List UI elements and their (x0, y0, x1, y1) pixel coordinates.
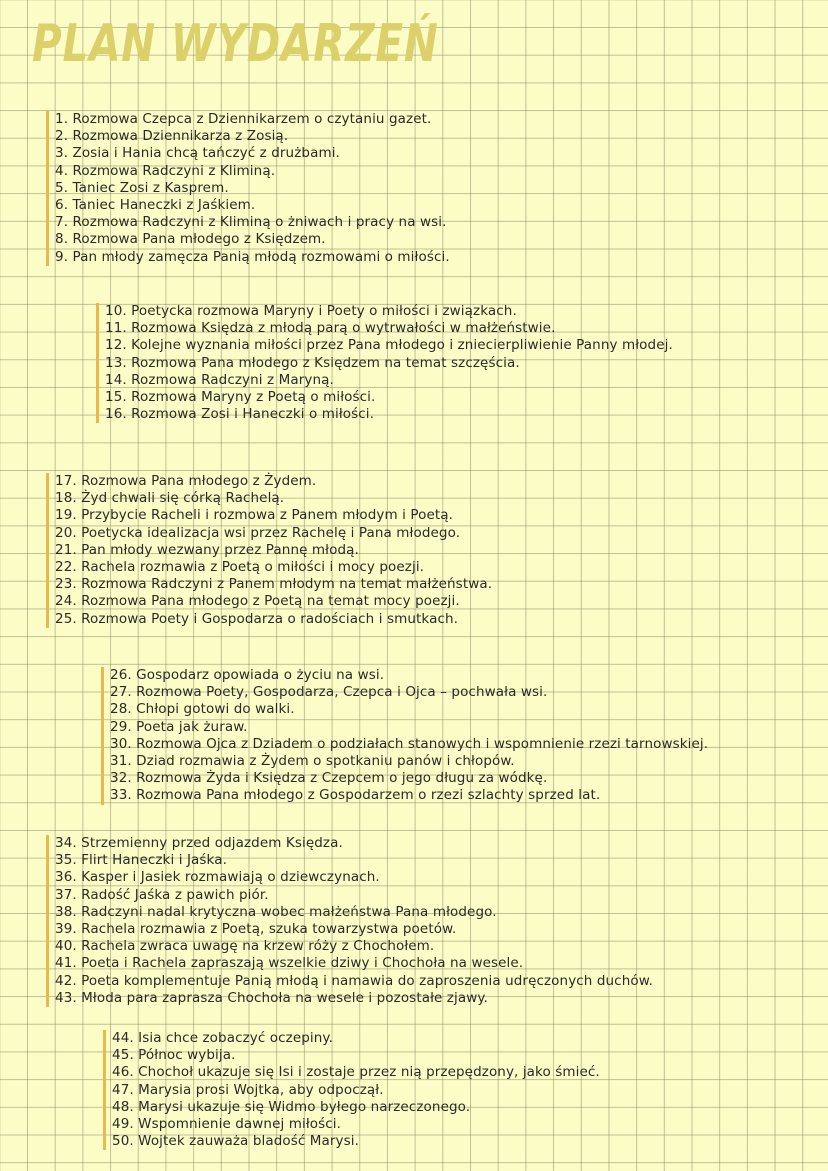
list-item: 42. Poeta komplementuje Panią młodą i namawia do zaproszenia udręczonych duchów. (55, 972, 654, 989)
list-item: 20. Poetycka idealizacja wsi przez Rachelę i Pana młodego. (55, 524, 461, 541)
list-item: 32. Rozmowa Żyda i Księdza z Czepcem o jego długu za wódkę. (110, 770, 548, 787)
list-item: 11. Rozmowa Księdza z młodą parą o wytrwałości w małżeństwie. (105, 320, 556, 337)
list-item: 37. Radość Jaśka z pawich piór. (55, 886, 269, 903)
list-item: 29. Poeta jak żuraw. (110, 718, 248, 735)
list-item: 41. Poeta i Rachela zapraszają wszelkie dziwy i Chochoła na wesele. (55, 955, 524, 972)
list-item: 5. Taniec Zosi z Kasprem. (55, 179, 229, 196)
list-item: 16. Rozmowa Zosi i Haneczki o miłości. (105, 406, 375, 423)
events-section-3 (46, 473, 492, 628)
page-title: PLAN WYDARZEŃ (32, 14, 439, 74)
list-item: 18. Żyd chwali się córką Rachelą. (55, 490, 285, 507)
list-item: 1. Rozmowa Czepca z Dziennikarzem o czytaniu gazet. (55, 111, 432, 127)
list-item: 39. Rachela rozmawia z Poetą, szuka towarzystwa poetów. (55, 921, 457, 938)
list-item: 21. Pan młody wezwany przez Pannę młodą. (55, 541, 359, 558)
list-item: 40. Rachela zwraca uwagę na krzew róży z Chochołem. (55, 938, 435, 955)
events-section-2 (96, 303, 673, 423)
list-item: 27. Rozmowa Poety, Gospodarza, Czepca i Ojca – pochwała wsi. (110, 684, 548, 701)
list-item: 26. Gospodarz opowiada o życiu na wsi. (110, 667, 385, 683)
list-item: 23. Rozmowa Radczyni z Panem młodym na temat małżeństwa. (55, 576, 493, 593)
list-item: 2. Rozmowa Dziennikarza z Zosią. (55, 128, 289, 145)
list-item: 10. Poetycka rozmowa Maryny i Poety o miłości i związkach. (105, 303, 517, 319)
list-item: 15. Rozmowa Maryny z Poetą o miłości. (105, 389, 376, 406)
list-item: 47. Marysia prosi Wojtka, aby odpoczął. (112, 1081, 384, 1098)
events-section-1 (46, 111, 450, 266)
list-item: 9. Pan młody zamęcza Panią młodą rozmowami o miłości. (55, 248, 450, 265)
list-item: 13. Rozmowa Pana młodego z Księdzem na temat szczęścia. (105, 354, 520, 371)
list-item: 12. Kolejne wyznania miłości przez Pana młodego i zniecierpliwienie Panny młodej. (105, 337, 673, 354)
list-item: 14. Rozmowa Radczyni z Maryną. (105, 371, 334, 388)
list-item: 43. Młoda para zaprasza Chochoła na wesele i pozostałe zjawy. (55, 989, 488, 1006)
list-item: 49. Wspomnienie dawnej miłości. (112, 1116, 342, 1133)
list-item: 7. Rozmowa Radczyni z Kliminą o żniwach i pracy na wsi. (55, 214, 447, 231)
list-item: 4. Rozmowa Radczyni z Kliminą. (55, 162, 276, 179)
events-section-4 (101, 667, 708, 805)
list-item: 34. Strzemienny przed odjazdem Księdza. (55, 835, 343, 851)
list-item: 48. Marysi ukazuje się Widmo byłego narzeczonego. (112, 1098, 471, 1115)
list-item: 19. Przybycie Racheli i rozmowa z Panem młodym i Poetą. (55, 507, 454, 524)
list-item: 22. Rachela rozmawia z Poetą o miłości i mocy poezji. (55, 559, 425, 576)
list-item: 3. Zosia i Hania chcą tańczyć z drużbami. (55, 145, 340, 162)
list-item: 38. Radczyni nadal krytyczna wobec małżeństwa Pana młodego. (55, 903, 497, 920)
list-item: 28. Chłopi gotowi do walki. (110, 701, 295, 718)
list-item: 31. Dziad rozmawia z Żydem o spotkaniu panów i chłopów. (110, 753, 515, 770)
list-item: 50. Wojtek zauważa bladość Marysi. (112, 1133, 360, 1150)
list-item: 35. Flirt Haneczki i Jaśka. (55, 852, 227, 869)
list-item: 8. Rozmowa Pana młodego z Księdzem. (55, 231, 326, 248)
list-item: 44. Isia chce zobaczyć oczepiny. (112, 1030, 333, 1046)
list-item: 25. Rozmowa Poety i Gospodarza o radościach i smutkach. (55, 610, 459, 627)
list-item: 17. Rozmowa Pana młodego z Żydem. (55, 473, 317, 489)
list-item: 36. Kasper i Jasiek rozmawiają o dziewczynach. (55, 869, 380, 886)
events-section-6 (103, 1030, 600, 1150)
list-item: 45. Północ wybija. (112, 1047, 236, 1064)
list-item: 24. Rozmowa Pana młodego z Poetą na temat mocy poezji. (55, 593, 460, 610)
list-item: 6. Taniec Haneczki z Jaśkiem. (55, 197, 256, 214)
events-section-5 (46, 835, 653, 1007)
list-item: 30. Rozmowa Ojca z Dziadem o podziałach stanowych i wspomnienie rzezi tarnowskiej. (110, 735, 709, 752)
list-item: 33. Rozmowa Pana młodego z Gospodarzem o rzezi szlachty sprzed lat. (110, 787, 601, 804)
list-item: 46. Chochoł ukazuje się Isi i zostaje przez nią przepędzony, jako śmieć. (112, 1064, 600, 1081)
